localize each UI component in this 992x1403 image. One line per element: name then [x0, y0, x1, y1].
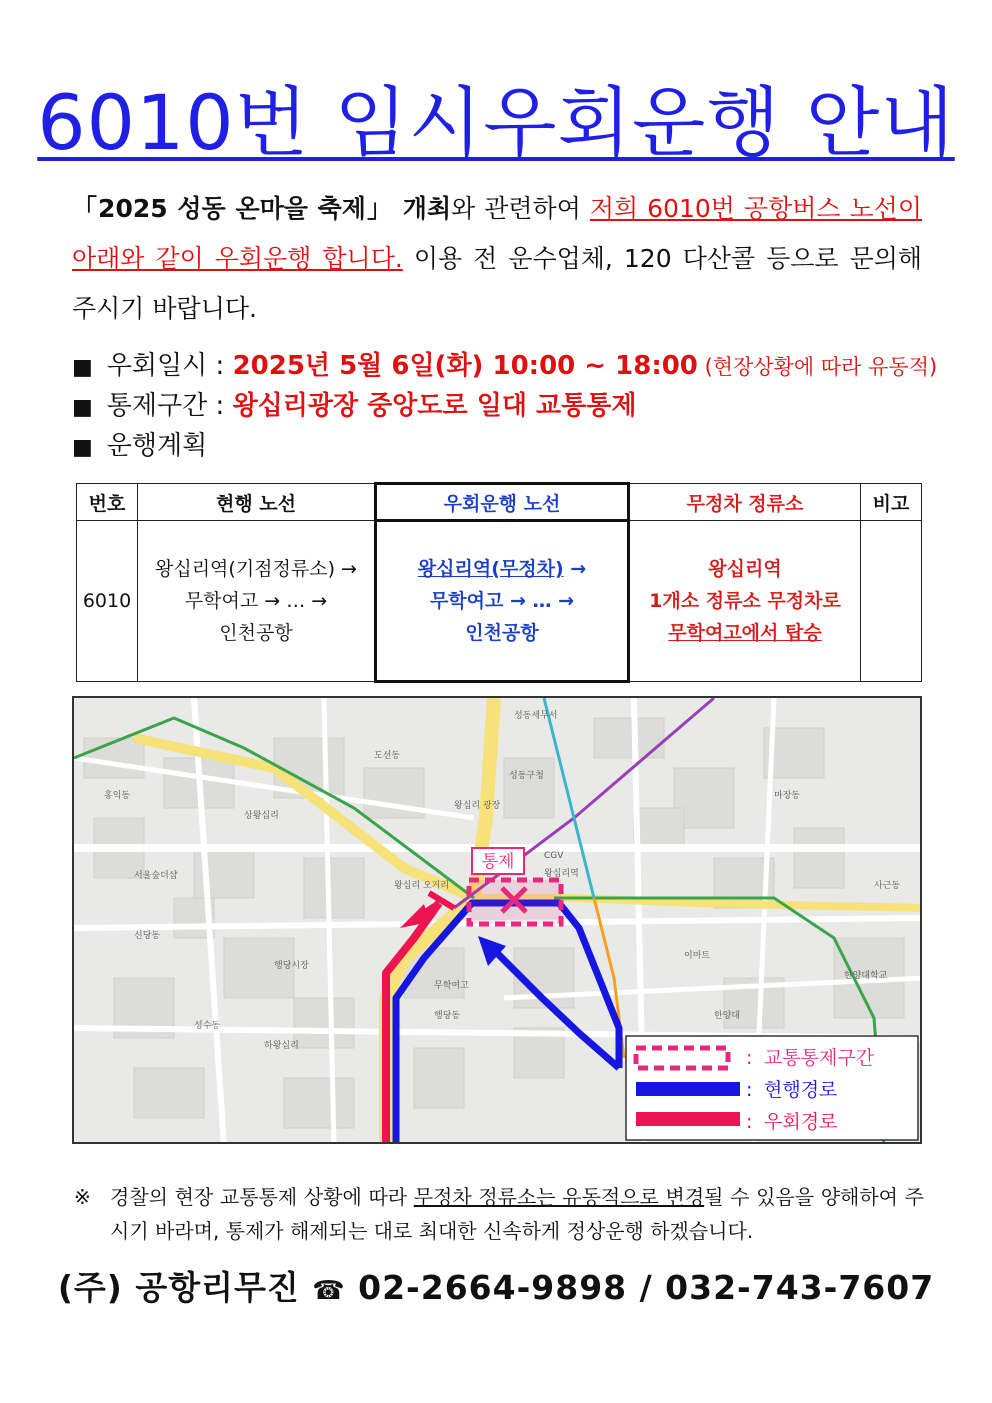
map-label: 행당시장: [274, 961, 309, 971]
header-remark: 비고: [861, 484, 922, 521]
bullet-square-icon: ■: [72, 395, 93, 420]
control-label: 통제: [481, 852, 515, 872]
legend-sep: :: [746, 1047, 753, 1069]
map-label: 왕십리역: [544, 869, 579, 879]
cell-remark: [861, 521, 922, 682]
phone-icon: ☎: [312, 1276, 346, 1306]
bullet-square-icon: ■: [72, 355, 93, 380]
detour-nostop-stop: 왕십리역(무정차): [417, 558, 564, 580]
footnote-underlined: 무정차 정류소는 유동적으로 변경: [413, 1185, 705, 1209]
page-title: 6010번 임시우회운행 안내: [37, 78, 955, 167]
footnote-text: [110, 1180, 924, 1248]
nostop-line-1: 왕십리역: [708, 558, 782, 580]
map-label: 홍익동: [104, 791, 131, 801]
map-label: 한양대: [714, 1011, 741, 1021]
map-label: 이마트: [684, 951, 711, 961]
nostop-line-3: 무학여고에서 탑승: [668, 622, 822, 644]
bullet-section: [72, 386, 932, 426]
intro-tail: 이용 전 운수업체, 120 다산콜 등으로 문의해 주시기 바랍니다.: [72, 244, 922, 323]
event-name: 「2025 성동 온마을 축제」: [72, 194, 394, 223]
intro-highlight: 저희 6010번 공항버스 노선이 아래와 같이 우회운행 합니다.: [72, 194, 922, 273]
bullet-plan: [72, 426, 932, 466]
legend-detour-swatch: [636, 1112, 740, 1126]
cell-nostop: [629, 521, 861, 682]
table-header-row: [77, 484, 922, 521]
legend-control-label: 교통통제구간: [764, 1047, 875, 1069]
nostop-line-2: 1개소 정류소 무정차로: [649, 590, 841, 612]
legend-sep: :: [746, 1079, 753, 1101]
map-label: 신당동: [134, 931, 161, 941]
phone-numbers: 02-2664-9898 / 032-743-7607: [358, 1268, 935, 1307]
legend-current-swatch: [636, 1082, 740, 1096]
map-label: 하왕십리: [264, 1041, 299, 1051]
bullet-square-icon: ■: [72, 435, 93, 460]
plan-table: [76, 482, 922, 683]
company-name: (주) 공항리무진: [57, 1268, 300, 1307]
detour-line-2: 무학여고 → … →: [429, 590, 575, 612]
detour-line-3: 인천공항: [465, 622, 539, 644]
route-map: [72, 696, 922, 1144]
legend-detour-label: 우회경로: [764, 1111, 838, 1133]
date-value: 2025년 5월 6일(화) 10:00 ~ 18:00: [232, 351, 698, 381]
date-label: 우회일시 :: [106, 351, 233, 381]
footnote-part-1: 경찰의 현장 교통통제 상황에 따라: [110, 1185, 414, 1209]
map-label: 상왕십리: [244, 811, 279, 821]
reference-mark-icon: ※: [74, 1185, 91, 1209]
header-number: 번호: [77, 484, 138, 521]
intro-middle: 와 관련하여: [451, 194, 590, 223]
map-svg: [74, 698, 922, 1144]
header-detour: 우회운행 노선: [376, 484, 629, 521]
map-label: 성동구청: [509, 771, 544, 781]
map-label: 행당동: [434, 1011, 461, 1021]
map-label: CGV: [544, 851, 564, 861]
map-label: 성수동: [194, 1021, 221, 1031]
footnote: [74, 1180, 924, 1248]
contact-line: [0, 1262, 992, 1309]
map-label: 도선동: [374, 751, 401, 761]
plan-label: 운행계획: [106, 431, 208, 461]
current-line-3: 인천공항: [219, 622, 293, 644]
map-label: 무학여고: [434, 981, 469, 991]
current-line-1: 왕십리역(기점정류소) →: [155, 558, 357, 580]
detour-arrow: →: [563, 558, 587, 580]
map-legend: [626, 1036, 918, 1140]
cell-detour: [376, 521, 629, 682]
header-current: 현행 노선: [138, 484, 376, 521]
map-label: 왕십리 광장: [454, 801, 501, 811]
section-label: 통제구간 :: [106, 391, 233, 421]
map-label: 마장동: [774, 791, 801, 801]
map-label: 사근동: [874, 881, 901, 891]
footnote-part-2: 될 수 있음을 양해하여 주시기 바라며, 통제가 해제되는 대로 최대한 신속하게 정상운행 하겠습니다.: [110, 1185, 924, 1243]
event-suffix: 개최: [393, 194, 452, 223]
table-row: [77, 521, 922, 682]
bullet-date: [72, 346, 938, 386]
map-label: 성동세무서: [514, 711, 558, 721]
header-nostop: 무정차 정류소: [629, 484, 861, 521]
cell-number: 6010: [77, 521, 138, 682]
date-note: (현장상황에 따라 유동적): [697, 355, 938, 379]
map-label: 서울숲더샵: [134, 871, 178, 881]
intro-paragraph: [72, 184, 922, 334]
map-label: 한양대학교: [844, 971, 888, 981]
cell-current: [138, 521, 376, 682]
info-bullets: [72, 346, 938, 466]
section-value: 왕십리광장 중앙도로 일대 교통통제: [232, 391, 637, 421]
legend-sep: :: [746, 1111, 753, 1133]
map-label: 왕십리 오거리: [394, 881, 450, 891]
detour-line-1: [377, 553, 627, 585]
current-line-2: 무학여고 → … →: [184, 590, 328, 612]
legend-current-label: 현행경로: [764, 1079, 838, 1101]
